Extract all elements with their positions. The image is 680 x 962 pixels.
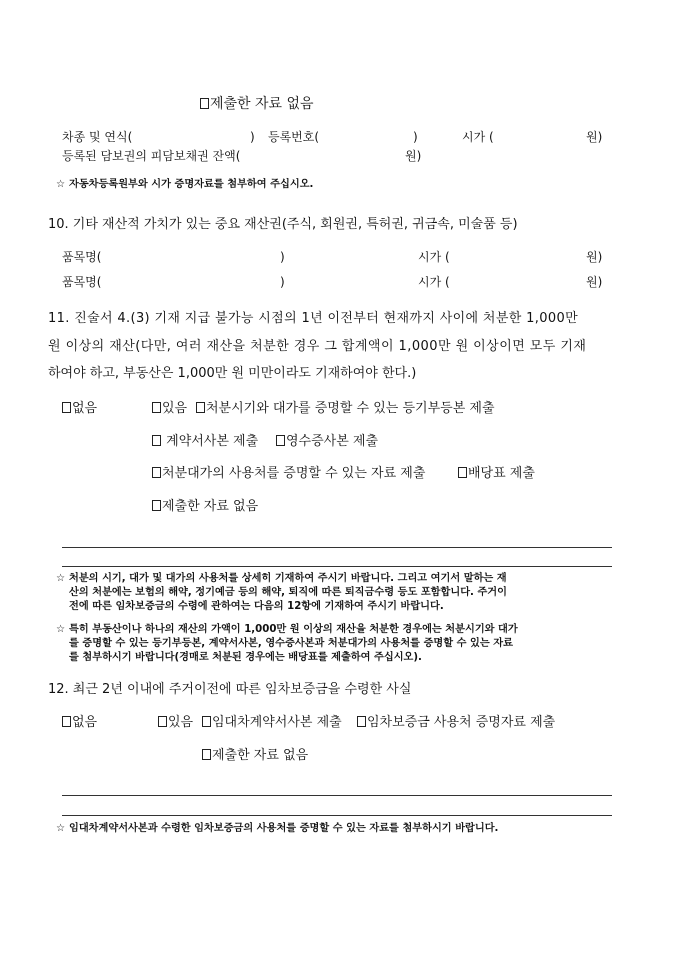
vehicle-reg-no-label: 등록번호( xyxy=(268,130,320,144)
section10-item-name: 품목명( xyxy=(62,250,102,264)
top-no-data-label: 제출한 자료 없음 xyxy=(210,96,314,112)
checkbox-icon xyxy=(200,98,209,109)
section11-contract-option[interactable]: 계약서사본 제출 xyxy=(152,435,258,448)
checkbox-icon xyxy=(62,402,71,413)
star-icon: ☆ xyxy=(56,179,66,190)
section12-usage-option[interactable]: 임차보증금 사용처 증명자료 제출 xyxy=(357,716,555,729)
section11-title-line2: 원 이상의 재산(다만, 여러 재산을 처분한 경우 그 합계액이 1,000만 원 이상이면 모두 기재 xyxy=(48,339,587,354)
checkbox-icon xyxy=(152,467,161,478)
checkbox-icon xyxy=(458,467,467,478)
star-icon: ☆ xyxy=(56,573,66,584)
section10-item-won: 원) xyxy=(586,250,603,264)
vehicle-secured-won: 원) xyxy=(405,149,422,163)
section10-item-price: 시가 ( xyxy=(418,275,450,289)
vehicle-price-won: 원) xyxy=(586,130,603,144)
checkbox-icon xyxy=(158,716,167,727)
section11-yes-option[interactable]: 있음 xyxy=(152,402,187,415)
star-icon: ☆ xyxy=(56,823,66,834)
star-icon: ☆ xyxy=(56,624,66,635)
section12-input-line[interactable] xyxy=(62,795,612,796)
checkbox-icon xyxy=(357,716,366,727)
checkbox-icon xyxy=(196,402,205,413)
section11-receipt-option[interactable]: 영수증사본 제출 xyxy=(276,435,378,448)
section10-item-won: 원) xyxy=(586,275,603,289)
vehicle-reg-no-close: ) xyxy=(413,130,418,144)
checkbox-icon xyxy=(152,435,161,446)
section10-title: 10. 기타 재산적 가치가 있는 중요 재산권(주식, 회원권, 특허권, 귀금속, 미술품 등) xyxy=(48,217,518,232)
section10-item-close: ) xyxy=(280,275,285,289)
section11-usage-option[interactable]: 처분대가의 사용처를 증명할 수 있는 자료 제출 xyxy=(152,467,425,480)
checkbox-icon xyxy=(152,402,161,413)
section10-item-price: 시가 ( xyxy=(418,250,450,264)
section12-lease-option[interactable]: 임대차계약서사본 제출 xyxy=(202,716,342,729)
vehicle-price-label: 시가 ( xyxy=(462,130,494,144)
checkbox-icon xyxy=(152,500,161,511)
vehicle-secured-label: 등록된 담보권의 피담보채권 잔액( xyxy=(62,149,241,163)
vehicle-type-year-label: 차종 및 연식( xyxy=(62,130,133,144)
top-no-data-option[interactable] xyxy=(200,97,314,111)
section11-no-data-option[interactable]: 제출한 자료 없음 xyxy=(152,500,258,513)
section12-no-data-option[interactable]: 제출한 자료 없음 xyxy=(202,749,308,762)
checkbox-icon xyxy=(202,749,211,760)
section10-item-close: ) xyxy=(280,250,285,264)
section11-registry-option[interactable]: 처분시기와 대가를 증명할 수 있는 등기부등본 제출 xyxy=(196,402,495,415)
section12-none-option[interactable]: 없음 xyxy=(62,716,97,729)
section11-input-line[interactable] xyxy=(62,547,612,548)
section11-none-option[interactable]: 없음 xyxy=(62,402,97,415)
checkbox-icon xyxy=(202,716,211,727)
section12-yes-option[interactable]: 있음 xyxy=(158,716,193,729)
section12-title: 12. 최근 2년 이내에 주거이전에 따른 임차보증금을 수령한 사실 xyxy=(48,682,412,697)
checkbox-icon xyxy=(276,435,285,446)
section11-title-line3: 하여야 하고, 부동산은 1,000만 원 미만이라도 기재하여야 한다.) xyxy=(48,366,417,381)
section11-title-line1: 11. 진술서 4.(3) 기재 지급 불가능 시점의 1년 이전부터 현재까지 사이에 처분한 1,000만 xyxy=(48,311,578,326)
checkbox-icon xyxy=(62,716,71,727)
vehicle-type-year-close: ) xyxy=(250,130,255,144)
section10-item-name: 품목명( xyxy=(62,275,102,289)
section12-input-line[interactable] xyxy=(62,815,612,816)
section11-dividend-option[interactable]: 배당표 제출 xyxy=(458,467,535,480)
section11-input-line[interactable] xyxy=(62,566,612,567)
